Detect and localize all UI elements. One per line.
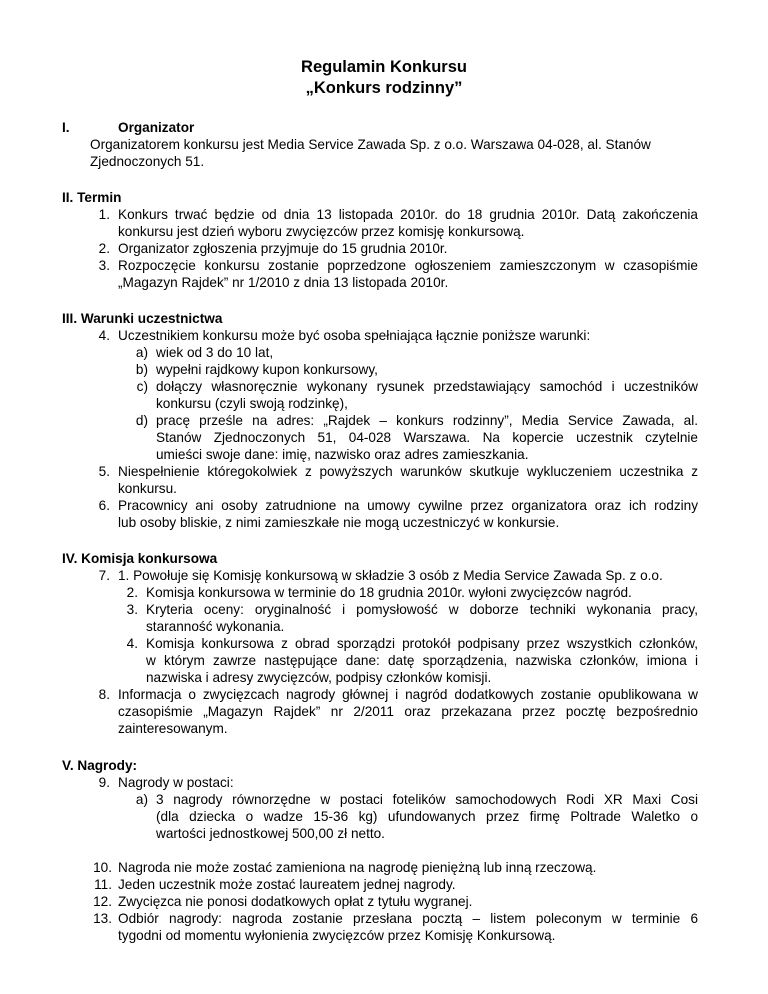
sub-list-line: wiek od 3 do 10 lat, [156,345,274,360]
list-number: 12. [93,894,112,909]
list-item-line: Zwycięzca nie ponosi dodatkowych opłat z tytułu wygranej. [118,894,473,909]
sub-list-number: 2. [126,585,138,600]
list-item-line: Konkurs trwać będzie od dnia 13 listopada 2010r. do 18 grudnia 2010r. Datą zakończenia [118,207,698,222]
sub-list-line: wartości jednostkowej 500,00 zł netto. [156,826,385,841]
sub-list-line: w którym zawrze następujące dane: datę sporządzenia, nazwiska członków, imiona i [146,653,698,668]
section-4-heading: IV. Komisja konkursowa [62,551,218,566]
list-item-line: Jeden uczestnik może zostać laureatem jednej nagrody. [118,877,456,892]
list-item-line: tygodni od momentu wyłonienia zwycięzców przez Komisję Konkursową. [118,928,556,943]
list-item-line: konkursu. [118,481,177,496]
list-item-line: lub osoby bliskie, z nimi zamieszkałe nie mogą uczestniczyć w konkursie. [118,515,560,530]
list-item-line: Uczestnikiem konkursu może być osoba spełniająca łącznie poniższe warunki: [118,328,591,343]
list-item-line: Rozpoczęcie konkursu zostanie poprzedzone ogłoszeniem zamieszczonym w czasopiśmie [118,258,698,273]
sub-list-line: Komisja konkursowa w terminie do 18 grudnia 2010r. wyłoni zwycięzców nagród. [146,585,632,600]
list-item-line: czasopiśmie „Magazyn Rajdek” nr 2/2011 oraz przekazana przez pocztę bezpośrednio [118,704,698,719]
sub-list-line: wypełni rajdkowy kupon konkursowy, [156,362,378,377]
list-number: 2. [98,241,110,256]
list-item-line: Niespełnienie któregokolwiek z powyższych warunków skutkuje wykluczeniem uczestnika z [118,464,698,479]
list-item-line: zainteresowanym. [118,721,228,736]
document-title: Regulamin Konkursu [301,58,467,76]
list-item-line: Nagrody w postaci: [118,775,234,790]
list-number: 6. [98,498,110,513]
list-number: 9. [98,775,110,790]
sub-list-letter: a) [135,345,148,360]
section-2-heading: II. Termin [62,190,122,205]
sub-list-line: nazwiska i adresy zwycięzców, podpisy członków komisji. [146,670,492,685]
list-number: 5. [98,464,110,479]
list-item-line: Pracownicy ani osoby zatrudnione na umowy cywilne przez organizatora oraz ich rodziny [118,498,698,513]
section-1-number: I. [62,120,70,135]
document-subtitle: „Konkurs rodzinny” [305,79,463,97]
section-1-text-line: Zjednoczonych 51. [90,154,205,169]
list-number: 3. [98,258,110,273]
list-number: 1. [98,207,110,222]
list-number: 13. [93,911,112,926]
section-5-heading: V. Nagrody: [62,758,138,773]
sub-list-letter: b) [135,362,148,377]
sub-list-line: staranność wykonania. [146,619,285,634]
section-3-heading: III. Warunki uczestnictwa [62,311,223,326]
list-item-line: Informacja o zwycięzcach nagrody głównej i nagród dodatkowych zostanie opublikowana w [118,687,698,702]
sub-list-number: 4. [126,636,138,651]
section-1-heading: Organizator [118,120,195,135]
sub-list-letter: a) [135,792,148,807]
list-number: 4. [98,328,110,343]
sub-list-line: (dla dziecka o wadze 15-36 kg) ufundowanych przez firmę Poltrade Waletko o [156,809,698,824]
list-item-line: „Magazyn Rajdek” nr 1/2010 z dnia 13 listopada 2010r. [118,275,449,290]
sub-list-line: dołączy własnoręcznie wykonany rysunek przedstawiający samochód i uczestników [156,379,698,394]
list-item-line: Organizator zgłoszenia przyjmuje do 15 grudnia 2010r. [118,241,448,256]
sub-list-line: konkursu (czyli swoją rodzinkę), [156,396,348,411]
sub-list-letter: d) [135,413,148,428]
sub-list-line: pracę prześle na adres: „Rajdek – konkurs rodzinny”, Media Service Zawada, al. [156,413,698,428]
list-number: 11. [94,877,112,892]
list-number: 7. [98,568,110,583]
sub-list-line: Kryteria oceny: oryginalność i pomysłowość w doborze techniki wykonania pracy, [146,602,698,617]
sub-list-line: Stanów Zjednoczonych 51, 04-028 Warszawa. Na kopercie uczestnik czytelnie [156,430,698,445]
list-item-line: konkursu jest dzień wyboru zwycięzców przez komisję konkursową. [118,224,525,239]
sub-list-line: umieści swoje dane: imię, nazwisko oraz adres zamieszkania. [156,447,529,462]
list-number: 8. [98,687,110,702]
sub-list-letter: c) [136,379,148,394]
list-number: 10. [93,860,112,875]
list-item-line: Odbiór nagrody: nagroda zostanie przesłana pocztą – listem poleconym w terminie 6 [118,911,698,926]
list-item-line: 1. Powołuje się Komisję konkursową w składzie 3 osób z Media Service Zawada Sp. z o.o. [118,568,663,583]
section-1-text-line: Organizatorem konkursu jest Media Service Zawada Sp. z o.o. Warszawa 04-028, al. Stanów [90,137,651,152]
sub-list-line: Komisja konkursowa z obrad sporządzi protokół podpisany przez wszystkich członków, [146,636,698,651]
sub-list-number: 3. [126,602,138,617]
sub-list-line: 3 nagrody równorzędne w postaci fotelików samochodowych Rodi XR Maxi Cosi [156,792,698,807]
list-item-line: Nagroda nie może zostać zamieniona na nagrodę pieniężną lub inną rzeczową. [118,860,597,875]
